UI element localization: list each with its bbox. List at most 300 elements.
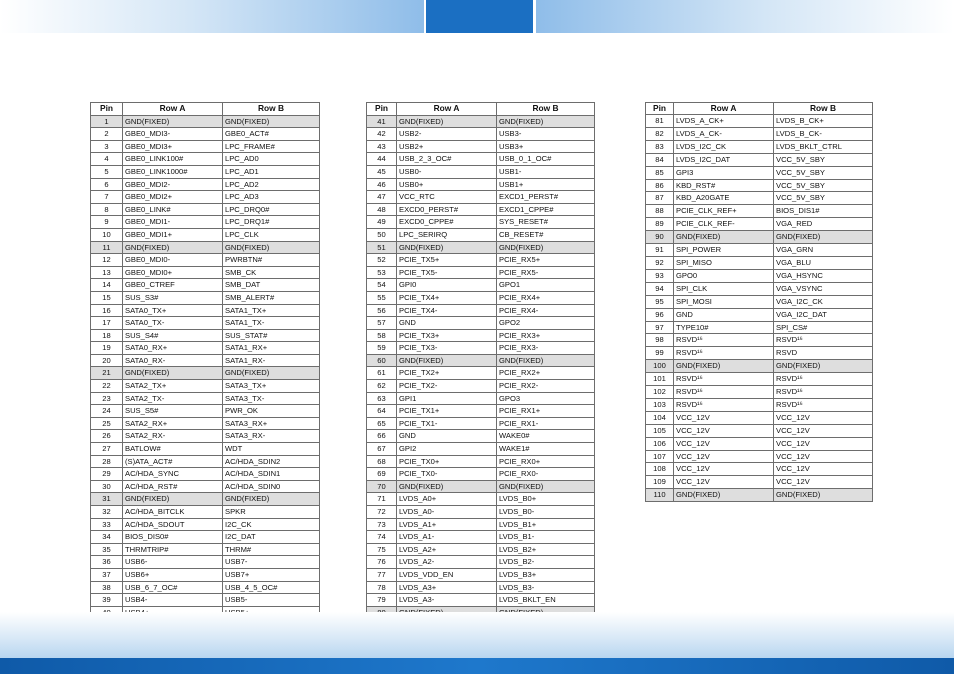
row-a-cell: GPI0 bbox=[397, 279, 497, 292]
table-row bbox=[91, 405, 320, 418]
row-b-cell: AC/HDA_SDIN0 bbox=[223, 480, 320, 493]
row-a-cell: PCIE_TX3+ bbox=[397, 329, 497, 342]
pin-number-cell: 32 bbox=[91, 506, 123, 519]
row-b-cell: AC/HDA_SDIN1 bbox=[223, 468, 320, 481]
table-row bbox=[367, 216, 595, 229]
row-a-cell: GND(FIXED) bbox=[397, 241, 497, 254]
row-a-cell: GND(FIXED) bbox=[397, 115, 497, 128]
row-b-cell: SMB_DAT bbox=[223, 279, 320, 292]
table-row bbox=[91, 468, 320, 481]
pin-number-cell: 25 bbox=[91, 417, 123, 430]
table-row bbox=[646, 373, 873, 386]
pin-number-cell: 71 bbox=[367, 493, 397, 506]
row-b-cell: LVDS_B3- bbox=[497, 581, 595, 594]
row-b-cell: I2C_DAT bbox=[223, 531, 320, 544]
table-row bbox=[646, 437, 873, 450]
pin-number-cell: 82 bbox=[646, 127, 674, 140]
table-row bbox=[367, 291, 595, 304]
pin-number-cell: 75 bbox=[367, 543, 397, 556]
table-row bbox=[646, 140, 873, 153]
pin-number-cell: 94 bbox=[646, 282, 674, 295]
table-row bbox=[646, 153, 873, 166]
pin-number-cell: 39 bbox=[91, 594, 123, 607]
pin-number-cell: 51 bbox=[367, 241, 397, 254]
pin-number-cell: 14 bbox=[91, 279, 123, 292]
row-b-cell: VGA_I2C_DAT bbox=[774, 308, 873, 321]
row-a-cell: GND(FIXED) bbox=[123, 367, 223, 380]
row-b-cell: LPC_AD1 bbox=[223, 165, 320, 178]
header-band-right bbox=[536, 0, 954, 33]
pin-number-cell: 9 bbox=[91, 216, 123, 229]
row-b-cell: VCC_12V bbox=[774, 424, 873, 437]
pin-header: Pin bbox=[367, 103, 397, 116]
row-a-cell: SATA2_TX- bbox=[123, 392, 223, 405]
row-a-cell: RSVD¹⁶ bbox=[674, 334, 774, 347]
pin-number-cell: 107 bbox=[646, 450, 674, 463]
pin-number-cell: 64 bbox=[367, 405, 397, 418]
row-b-cell: SATA3_RX- bbox=[223, 430, 320, 443]
pin-number-cell: 8 bbox=[91, 203, 123, 216]
pin-number-cell: 102 bbox=[646, 386, 674, 399]
pin-number-cell: 108 bbox=[646, 463, 674, 476]
table-row bbox=[367, 342, 595, 355]
table-row bbox=[91, 140, 320, 153]
table-row bbox=[367, 430, 595, 443]
row-a-cell: GND(FIXED) bbox=[397, 480, 497, 493]
table-row bbox=[91, 203, 320, 216]
pin-number-cell: 99 bbox=[646, 347, 674, 360]
row-a-cell: LVDS_I2C_DAT bbox=[674, 153, 774, 166]
table-row bbox=[367, 594, 595, 607]
row-b-cell: GND(FIXED) bbox=[497, 241, 595, 254]
pin-number-cell: 59 bbox=[367, 342, 397, 355]
pin-number-cell: 89 bbox=[646, 218, 674, 231]
row-a-cell: PCIE_CLK_REF- bbox=[674, 218, 774, 231]
pin-number-cell: 87 bbox=[646, 192, 674, 205]
row-a-cell: THRMTRIP# bbox=[123, 543, 223, 556]
pin-number-cell: 3 bbox=[91, 140, 123, 153]
row-a-cell: KBD_RST# bbox=[674, 179, 774, 192]
row-b-cell: WAKE0# bbox=[497, 430, 595, 443]
pin-number-cell: 70 bbox=[367, 480, 397, 493]
table-row bbox=[91, 493, 320, 506]
table-row bbox=[646, 398, 873, 411]
row-b-cell: PCIE_RX0- bbox=[497, 468, 595, 481]
row-a-cell: GBE0_LINK# bbox=[123, 203, 223, 216]
pin-number-cell: 4 bbox=[91, 153, 123, 166]
row-a-cell: SATA2_TX+ bbox=[123, 380, 223, 393]
row-b-cell: VGA_RED bbox=[774, 218, 873, 231]
table-row bbox=[91, 266, 320, 279]
pin-number-cell: 105 bbox=[646, 424, 674, 437]
row-a-cell: LPC_SERIRQ bbox=[397, 228, 497, 241]
row-b-cell: LVDS_B1- bbox=[497, 531, 595, 544]
row-a-cell: SATA0_TX+ bbox=[123, 304, 223, 317]
row-b-cell: VCC_5V_SBY bbox=[774, 192, 873, 205]
table-row bbox=[646, 360, 873, 373]
row-b-cell: SATA3_TX- bbox=[223, 392, 320, 405]
row-b-cell: VGA_VSYNC bbox=[774, 282, 873, 295]
table-row bbox=[91, 531, 320, 544]
row-a-cell: LVDS_A2+ bbox=[397, 543, 497, 556]
row-b-cell: SATA1_RX- bbox=[223, 354, 320, 367]
row-b-cell: LVDS_B0- bbox=[497, 506, 595, 519]
table-row bbox=[646, 231, 873, 244]
row-a-cell: PCIE_CLK_REF+ bbox=[674, 205, 774, 218]
row-b-cell: VCC_12V bbox=[774, 411, 873, 424]
row-a-cell: SPI_CLK bbox=[674, 282, 774, 295]
pin-number-cell: 44 bbox=[367, 153, 397, 166]
table-row bbox=[367, 392, 595, 405]
table-row bbox=[367, 354, 595, 367]
table-row bbox=[367, 455, 595, 468]
pin-number-cell: 79 bbox=[367, 594, 397, 607]
table-row bbox=[367, 405, 595, 418]
row-b-cell: GBE0_ACT# bbox=[223, 128, 320, 141]
table-row bbox=[367, 203, 595, 216]
row-b-cell: PCIE_RX1- bbox=[497, 417, 595, 430]
pin-number-cell: 42 bbox=[367, 128, 397, 141]
row-a-cell: GND(FIXED) bbox=[123, 115, 223, 128]
row-a-cell: LVDS_I2C_CK bbox=[674, 140, 774, 153]
table-row bbox=[646, 476, 873, 489]
row-a-cell: BIOS_DIS0# bbox=[123, 531, 223, 544]
table-row bbox=[646, 192, 873, 205]
pin-number-cell: 104 bbox=[646, 411, 674, 424]
pin-number-cell: 37 bbox=[91, 568, 123, 581]
table-row bbox=[367, 317, 595, 330]
table-row bbox=[646, 127, 873, 140]
table-row bbox=[91, 354, 320, 367]
pin-header: Pin bbox=[646, 103, 674, 115]
row-b-cell: RSVD bbox=[774, 347, 873, 360]
row-b-cell: SPI_CS# bbox=[774, 321, 873, 334]
footer-fade bbox=[0, 612, 954, 658]
row-a-cell: GBE0_MDI3+ bbox=[123, 140, 223, 153]
row-b-cell: USB7+ bbox=[223, 568, 320, 581]
table-row bbox=[91, 115, 320, 128]
row-a-cell: GND(FIXED) bbox=[674, 231, 774, 244]
table-row bbox=[367, 266, 595, 279]
table-row bbox=[91, 556, 320, 569]
row-a-cell: GBE0_MDI0- bbox=[123, 254, 223, 267]
table-row bbox=[646, 244, 873, 257]
pin-number-cell: 52 bbox=[367, 254, 397, 267]
row-a-cell: GND(FIXED) bbox=[674, 489, 774, 502]
row-b-cell: LPC_AD0 bbox=[223, 153, 320, 166]
table-row bbox=[646, 450, 873, 463]
row-b-cell: GPO2 bbox=[497, 317, 595, 330]
row-a-cell: GBE0_LINK1000# bbox=[123, 165, 223, 178]
row-b-cell: LVDS_BKLT_EN bbox=[497, 594, 595, 607]
row-a-cell: PCIE_TX3- bbox=[397, 342, 497, 355]
row-a-cell: USB0- bbox=[397, 165, 497, 178]
pin-number-cell: 85 bbox=[646, 166, 674, 179]
pin-number-cell: 7 bbox=[91, 191, 123, 204]
table-row bbox=[367, 443, 595, 456]
table-row bbox=[91, 241, 320, 254]
row-b-cell: SATA1_RX+ bbox=[223, 342, 320, 355]
row-b-cell: SUS_STAT# bbox=[223, 329, 320, 342]
row-b-cell: PCIE_RX2- bbox=[497, 380, 595, 393]
row-b-cell: LPC_FRAME# bbox=[223, 140, 320, 153]
row-b-cell: LVDS_B2- bbox=[497, 556, 595, 569]
table-row bbox=[91, 216, 320, 229]
pin-number-cell: 67 bbox=[367, 443, 397, 456]
row-b-cell: VCC_12V bbox=[774, 463, 873, 476]
row-b-cell: VGA_I2C_CK bbox=[774, 295, 873, 308]
pin-number-cell: 72 bbox=[367, 506, 397, 519]
row-b-cell: GND(FIXED) bbox=[497, 480, 595, 493]
pin-number-cell: 30 bbox=[91, 480, 123, 493]
table-row bbox=[91, 128, 320, 141]
row-a-cell: USB2+ bbox=[397, 140, 497, 153]
row-a-cell: LVDS_A1+ bbox=[397, 518, 497, 531]
pin-number-cell: 46 bbox=[367, 178, 397, 191]
row-a-cell: USB_2_3_OC# bbox=[397, 153, 497, 166]
table-row bbox=[367, 581, 595, 594]
pin-number-cell: 88 bbox=[646, 205, 674, 218]
row-a-cell: VCC_12V bbox=[674, 437, 774, 450]
row-a-cell: LVDS_A3+ bbox=[397, 581, 497, 594]
row-a-cell: LVDS_A2- bbox=[397, 556, 497, 569]
row-a-cell: AC/HDA_SYNC bbox=[123, 468, 223, 481]
row-b-cell: LVDS_B0+ bbox=[497, 493, 595, 506]
pin-number-cell: 73 bbox=[367, 518, 397, 531]
row-b-cell: GPO3 bbox=[497, 392, 595, 405]
row-a-cell: GND(FIXED) bbox=[123, 493, 223, 506]
pin-number-cell: 54 bbox=[367, 279, 397, 292]
row-a-cell: GBE0_MDI2- bbox=[123, 178, 223, 191]
row-a-cell: USB2- bbox=[397, 128, 497, 141]
table-row bbox=[646, 424, 873, 437]
row-b-cell: USB_0_1_OC# bbox=[497, 153, 595, 166]
pin-number-cell: 58 bbox=[367, 329, 397, 342]
row-b-cell: PCIE_RX0+ bbox=[497, 455, 595, 468]
row-a-cell: VCC_12V bbox=[674, 476, 774, 489]
row-b-cell: PCIE_RX3- bbox=[497, 342, 595, 355]
row-a-cell: AC/HDA_BITCLK bbox=[123, 506, 223, 519]
row-a-cell: LVDS_A3- bbox=[397, 594, 497, 607]
table-row bbox=[367, 191, 595, 204]
row-a-cell: USB4- bbox=[123, 594, 223, 607]
table-row bbox=[646, 463, 873, 476]
table-row bbox=[91, 518, 320, 531]
pin-number-cell: 109 bbox=[646, 476, 674, 489]
row-a-cell: GBE0_CTREF bbox=[123, 279, 223, 292]
row-a-header: Row A bbox=[674, 103, 774, 115]
row-a-cell: RSVD¹⁶ bbox=[674, 398, 774, 411]
table-row bbox=[646, 411, 873, 424]
row-b-cell: PCIE_RX2+ bbox=[497, 367, 595, 380]
pin-number-cell: 13 bbox=[91, 266, 123, 279]
pin-number-cell: 83 bbox=[646, 140, 674, 153]
table-row bbox=[646, 205, 873, 218]
row-b-cell: GND(FIXED) bbox=[223, 115, 320, 128]
row-a-cell: EXCD0_CPPE# bbox=[397, 216, 497, 229]
row-b-cell: RSVD¹⁶ bbox=[774, 386, 873, 399]
pin-number-cell: 57 bbox=[367, 317, 397, 330]
pin-number-cell: 50 bbox=[367, 228, 397, 241]
table-row bbox=[367, 241, 595, 254]
row-b-cell: LPC_CLK bbox=[223, 228, 320, 241]
table-row bbox=[367, 568, 595, 581]
header-band-left bbox=[0, 0, 424, 33]
row-a-cell: KBD_A20GATE bbox=[674, 192, 774, 205]
table-row bbox=[91, 153, 320, 166]
table-row bbox=[367, 329, 595, 342]
table-row bbox=[91, 543, 320, 556]
table-row bbox=[91, 506, 320, 519]
row-b-cell: LVDS_BKLT_CTRL bbox=[774, 140, 873, 153]
table-row bbox=[646, 386, 873, 399]
table-row bbox=[367, 279, 595, 292]
pin-number-cell: 43 bbox=[367, 140, 397, 153]
row-b-cell: SMB_CK bbox=[223, 266, 320, 279]
row-b-cell: THRM# bbox=[223, 543, 320, 556]
pin-number-cell: 35 bbox=[91, 543, 123, 556]
footer-bar bbox=[0, 658, 954, 674]
row-a-cell: SATA2_RX+ bbox=[123, 417, 223, 430]
row-b-cell: GND(FIXED) bbox=[497, 354, 595, 367]
pin-number-cell: 95 bbox=[646, 295, 674, 308]
pin-number-cell: 110 bbox=[646, 489, 674, 502]
pin-number-cell: 27 bbox=[91, 443, 123, 456]
row-a-cell: BATLOW# bbox=[123, 443, 223, 456]
row-b-cell: RSVD¹⁶ bbox=[774, 398, 873, 411]
pin-number-cell: 34 bbox=[91, 531, 123, 544]
row-a-header: Row A bbox=[123, 103, 223, 116]
row-a-cell: TYPE10# bbox=[674, 321, 774, 334]
pin-number-cell: 103 bbox=[646, 398, 674, 411]
row-a-cell: GND(FIXED) bbox=[674, 360, 774, 373]
pin-number-cell: 66 bbox=[367, 430, 397, 443]
table-row bbox=[367, 531, 595, 544]
pin-number-cell: 65 bbox=[367, 417, 397, 430]
pin-number-cell: 76 bbox=[367, 556, 397, 569]
pin-number-cell: 16 bbox=[91, 304, 123, 317]
row-b-cell: LVDS_B1+ bbox=[497, 518, 595, 531]
pin-number-cell: 74 bbox=[367, 531, 397, 544]
row-a-cell: RSVD¹⁶ bbox=[674, 373, 774, 386]
pin-table-2 bbox=[366, 102, 595, 619]
pin-number-cell: 10 bbox=[91, 228, 123, 241]
row-b-cell: USB1- bbox=[497, 165, 595, 178]
row-b-cell: GND(FIXED) bbox=[774, 489, 873, 502]
row-a-cell: PCIE_TX5- bbox=[397, 266, 497, 279]
row-b-cell: VGA_BLU bbox=[774, 256, 873, 269]
pin-number-cell: 5 bbox=[91, 165, 123, 178]
row-b-cell: EXCD1_CPPE# bbox=[497, 203, 595, 216]
table-row bbox=[367, 153, 595, 166]
pin-number-cell: 86 bbox=[646, 179, 674, 192]
row-b-cell: BIOS_DIS1# bbox=[774, 205, 873, 218]
row-a-cell: GBE0_MDI2+ bbox=[123, 191, 223, 204]
table-row bbox=[91, 191, 320, 204]
row-a-cell: PCIE_TX2- bbox=[397, 380, 497, 393]
row-b-cell: LPC_DRQ1# bbox=[223, 216, 320, 229]
pin-number-cell: 29 bbox=[91, 468, 123, 481]
row-b-cell: LPC_DRQ0# bbox=[223, 203, 320, 216]
pin-number-cell: 48 bbox=[367, 203, 397, 216]
row-b-cell: LPC_AD3 bbox=[223, 191, 320, 204]
row-b-cell: VGA_GRN bbox=[774, 244, 873, 257]
pin-number-cell: 55 bbox=[367, 291, 397, 304]
table-row bbox=[367, 493, 595, 506]
pin-number-cell: 106 bbox=[646, 437, 674, 450]
pin-number-cell: 21 bbox=[91, 367, 123, 380]
row-b-cell: LVDS_B2+ bbox=[497, 543, 595, 556]
row-b-cell: SATA3_TX+ bbox=[223, 380, 320, 393]
row-a-cell: SPI_POWER bbox=[674, 244, 774, 257]
pin-number-cell: 6 bbox=[91, 178, 123, 191]
pin-number-cell: 93 bbox=[646, 269, 674, 282]
table-row bbox=[367, 506, 595, 519]
table-row bbox=[367, 115, 595, 128]
row-a-cell: GPO0 bbox=[674, 269, 774, 282]
table-row bbox=[646, 269, 873, 282]
row-a-cell: LVDS_VDD_EN bbox=[397, 568, 497, 581]
row-b-cell: CB_RESET# bbox=[497, 228, 595, 241]
pin-number-cell: 45 bbox=[367, 165, 397, 178]
pin-table-3 bbox=[645, 102, 873, 502]
pin-number-cell: 60 bbox=[367, 354, 397, 367]
row-a-cell: VCC_RTC bbox=[397, 191, 497, 204]
row-b-cell: PCIE_RX3+ bbox=[497, 329, 595, 342]
pin-number-cell: 49 bbox=[367, 216, 397, 229]
row-a-cell: GND bbox=[397, 430, 497, 443]
pin-header: Pin bbox=[91, 103, 123, 116]
row-a-header: Row A bbox=[397, 103, 497, 116]
pin-number-cell: 81 bbox=[646, 115, 674, 128]
pin-number-cell: 26 bbox=[91, 430, 123, 443]
row-b-cell: GND(FIXED) bbox=[223, 367, 320, 380]
row-a-cell: LVDS_A_CK+ bbox=[674, 115, 774, 128]
pin-number-cell: 22 bbox=[91, 380, 123, 393]
table-row bbox=[646, 256, 873, 269]
row-b-cell: PCIE_RX5- bbox=[497, 266, 595, 279]
row-b-cell: SYS_RESET# bbox=[497, 216, 595, 229]
table-row bbox=[91, 480, 320, 493]
pin-number-cell: 62 bbox=[367, 380, 397, 393]
row-b-cell: GND(FIXED) bbox=[497, 115, 595, 128]
row-b-cell: LVDS_B_CK- bbox=[774, 127, 873, 140]
row-a-cell: SPI_MOSI bbox=[674, 295, 774, 308]
row-a-cell: GND(FIXED) bbox=[397, 354, 497, 367]
table-row bbox=[91, 581, 320, 594]
pin-number-cell: 15 bbox=[91, 291, 123, 304]
pin-number-cell: 41 bbox=[367, 115, 397, 128]
row-a-cell: SPI_MISO bbox=[674, 256, 774, 269]
table-row bbox=[646, 166, 873, 179]
table-row bbox=[367, 380, 595, 393]
row-a-cell: LVDS_A_CK- bbox=[674, 127, 774, 140]
table-row bbox=[91, 291, 320, 304]
pin-number-cell: 100 bbox=[646, 360, 674, 373]
table-row bbox=[91, 568, 320, 581]
table-row bbox=[91, 317, 320, 330]
pin-number-cell: 20 bbox=[91, 354, 123, 367]
table-row bbox=[646, 489, 873, 502]
table-row bbox=[367, 228, 595, 241]
table-row bbox=[367, 480, 595, 493]
row-b-cell: USB5- bbox=[223, 594, 320, 607]
row-b-cell: LVDS_B_CK+ bbox=[774, 115, 873, 128]
pin-number-cell: 92 bbox=[646, 256, 674, 269]
row-a-cell: LVDS_A0- bbox=[397, 506, 497, 519]
pin-number-cell: 91 bbox=[646, 244, 674, 257]
row-a-cell: GND bbox=[674, 308, 774, 321]
